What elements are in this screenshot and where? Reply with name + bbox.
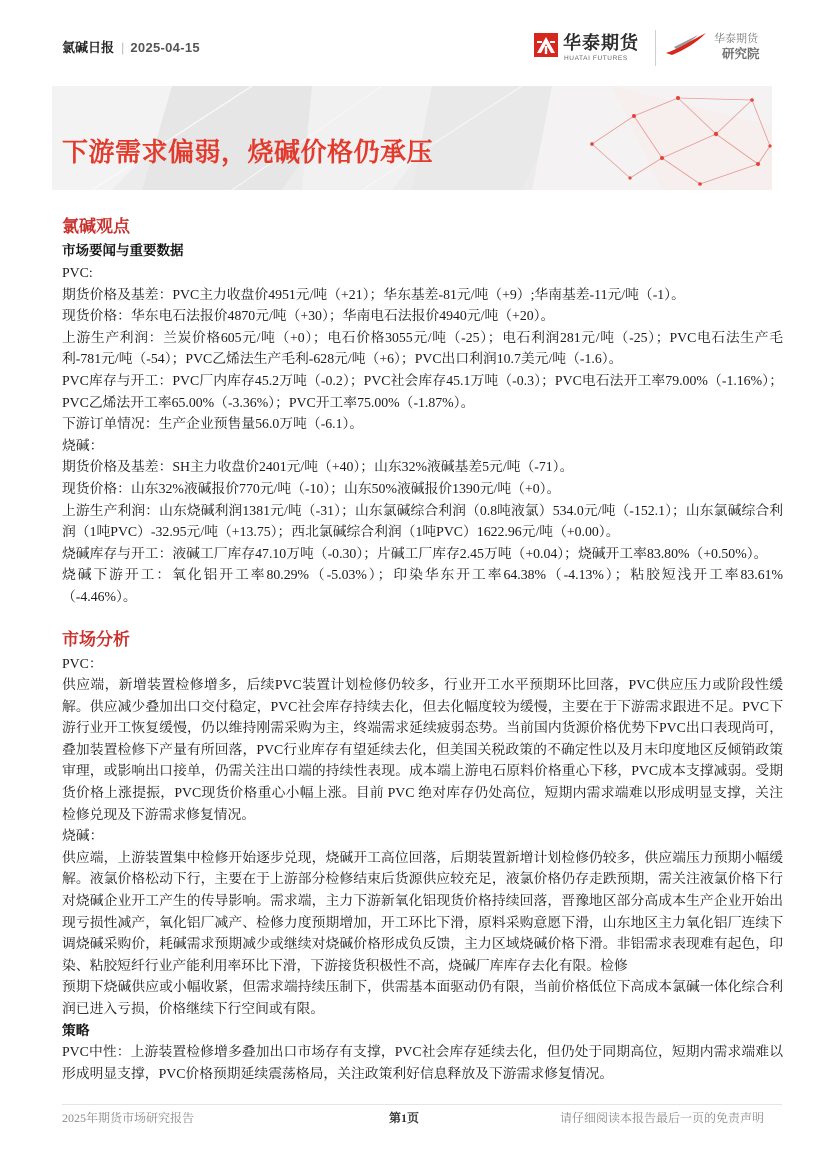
strategy-text: PVC中性：上游装置检修增多叠加出口市场存有支撑，PVC社会库存延续去化，但仍处于同期高位，短期内需求端难以形成明显支撑，PVC价格预期延续震荡格局，关注政策利好信息释放及下游需求修复情况。: [62, 1044, 783, 1081]
caustic-upstream-profit: 上游生产利润：山东烧碱利润1381元/吨（-31）；山东氯碱综合利润（0.8吨液氯）534.0元/吨（-152.1）；山东氯碱综合利润（1吨PVC）-32.95元/吨（+13.75）；西北氯碱综合利润（1吨PVC）1622.96元/吨（+0.00）。: [62, 502, 783, 540]
pvc-inventory-operation: PVC库存与开工：PVC厂内库存45.2万吨（-0.2）；PVC社会库存45.1万吨（-0.3）；PVC电石法开工率79.00%（-1.16%）；PVC乙烯法开工率65.00%（-3.36%）；PVC开工率75.00%（-1.87%）。: [62, 372, 783, 410]
brand-name-cn: 华泰期货: [563, 33, 639, 53]
analysis-caustic-paragraph: 供应端，上游装置集中检修开始逐步兑现，烧碱开工高位回落，后期装置新增计划检修仍较多，供应端压力预期小幅缓解。液氯价格松动下行，主要在于上游部分检修结束后货源供应较充足，液氯价格仍存走跌预期，需关注液氯价格下行对烧碱企业开工产生的传导影响。需求端，主力下游新氧化铝现货价格持续回落，晋豫地区部分高成本生产企业开始出现亏损性减产，氧化铝厂减产、检修力度预期增加，开工环比下滑，原料采购意愿下滑，山东地区主力氧化铝厂连续下调烧碱采购价，耗碱需求预期减少或继续对烧碱价格形成负反馈，主力区域烧碱价格下滑。非铝需求表现难有起色，印染、粘胶短纤行业产能利用率环比下滑，下游接货积极性不高，烧碱厂库库存去化有限。检修: [62, 849, 783, 973]
footer-report-name: 2025年期货市场研究报告: [62, 1111, 195, 1125]
report-header: [62, 39, 200, 57]
header-separator: |: [121, 40, 125, 55]
logo-divider: [655, 30, 656, 66]
analysis-pvc-label: PVC：: [62, 655, 103, 671]
huatai-logo-icon: [534, 33, 558, 57]
analysis-caustic-paragraph-cont: 预期下烧碱供应或小幅收紧，但需求端持续压制下，供需基本面驱动仍有限，当前价格低位下高成本氯碱一体化综合利润已进入亏损，价格继续下行空间或有限。: [62, 979, 783, 1016]
title-banner: [52, 86, 772, 190]
caustic-spot-price: 现货价格：山东32%液碱报价770元/吨（-10）；山东50%液碱报价1390元/吨（+0）。: [62, 480, 561, 496]
caustic-label: 烧碱：: [62, 437, 104, 453]
report-body: [62, 214, 783, 1084]
caustic-futures-basis: 期货价格及基差：SH主力收盘价2401元/吨（+40）；山东32%液碱基差5元/吨（-71）。: [62, 459, 574, 475]
pvc-spot-price: 现货价格：华东电石法报价4870元/吨（+30）；华南电石法报价4940元/吨（+20）。: [62, 308, 555, 324]
section-title-view: 氯碱观点: [62, 217, 130, 236]
subheading-news-data: 市场要闻与重要数据: [62, 243, 184, 258]
brand-name-en: HUATAI FUTURES: [564, 55, 628, 62]
analysis-caustic-label: 烧碱：: [62, 828, 104, 844]
analysis-pvc-paragraph: 供应端，新增装置检修增多，后续PVC装置计划检修仍较多，行业开工水平预期环比回落，PVC供应压力或阶段性缓解。供应减少叠加出口交付稳定，PVC社会库存持续去化，但去化幅度较为缓慢，主要在于下游需求跟进不足。PVC下游行业开工恢复缓慢，仍以维持刚需采购为主，终端需求延续疲弱态势。当前国内货源价格优势下PVC出口表现尚可，叠加装置检修下产量有所回落，PVC行业库存有望延续去化，但美国关税政策的不确定性以及月末印度地区反倾销政策审理，或影响出口接单，仍需关注出口端的持续性表现。成本端上游电石原料价格重心下移，PVC成本支撑减弱。受期货价格上涨提振，PVC现货价格重心小幅上涨。目前 PVC 绝对库存仍处高位，短期内需求端难以形成明显支撑，关注检修兑现及下游需求修复情况。: [62, 677, 783, 822]
pvc-label: PVC:: [62, 265, 93, 280]
report-date: 2025-04-15: [130, 40, 200, 55]
institute-name-line1: 华泰期货: [714, 33, 758, 45]
pvc-downstream-orders: 下游订单情况：生产企业预售量56.0万吨（-6.1）。: [62, 416, 364, 432]
caustic-downstream-operation: 烧碱下游开工：氧化铝开工率80.29%（-5.03%）；印染华东开工率64.38%（-4.13%）；粘胶短浅开工率83.61%（-4.46%）。: [62, 567, 783, 604]
report-name: 氯碱日报: [62, 40, 115, 55]
page-number: 第1页: [389, 1111, 420, 1125]
footer-divider: [62, 1104, 782, 1105]
footer-disclaimer-note: 请仔细阅读本报告最后一页的免责声明: [559, 1111, 764, 1125]
strategy-heading: 策略: [62, 1022, 90, 1038]
pvc-futures-basis: 期货价格及基差：PVC主力收盘价4951元/吨（+21）；华东基差-81元/吨（+9）;华南基差-11元/吨（-1）。: [62, 286, 685, 302]
caustic-inventory-operation: 烧碱库存与开工：液碱工厂库存47.10万吨（-0.30）；片碱工厂库存2.45万吨（+0.04）；烧碱开工率83.80%（+0.50%）。: [62, 545, 768, 561]
section-title-analysis: 市场分析: [62, 629, 130, 649]
institute-swoosh-icon: [664, 31, 708, 57]
institute-name-line2: 研究院: [722, 47, 760, 61]
report-title: 下游需求偏弱，烧碱价格仍承压: [62, 137, 434, 167]
pvc-upstream-profit: 上游生产利润：兰炭价格605元/吨（+0）；电石价格3055元/吨（-25）；电石利润281元/吨（-25）；PVC电石法生产毛利-781元/吨（-54）；PVC乙烯法生产毛利-628元/吨（+6）；PVC出口利润10.7美元/吨（-1.6）。: [62, 329, 783, 367]
